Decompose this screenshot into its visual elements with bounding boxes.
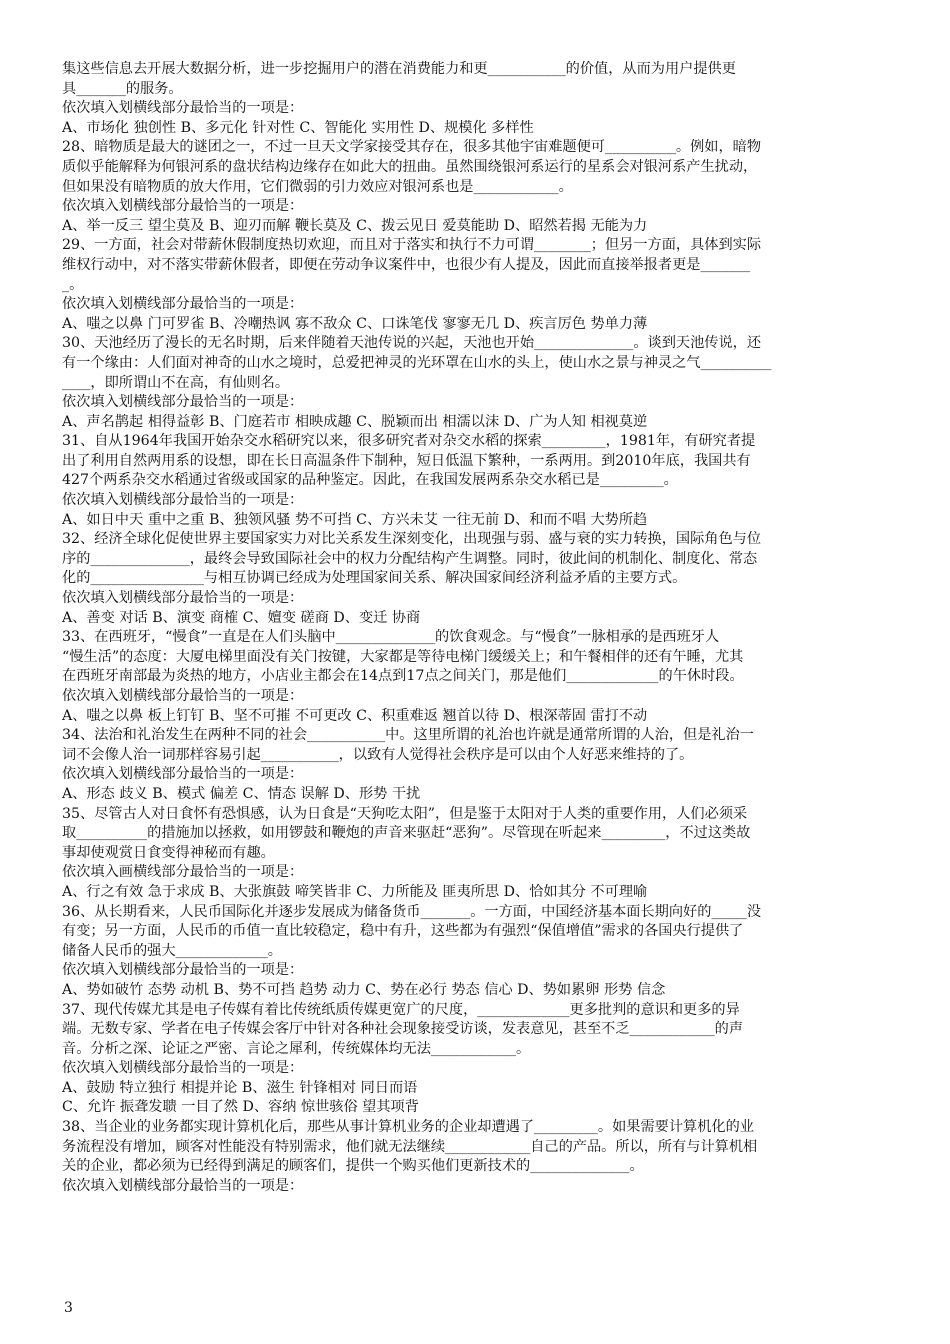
text-line: 维权行动中，对不落实带薪休假者，即便在劳动争议案件中，也很少有人提及，因此而直接举报者更是_______: [62, 256, 751, 273]
text-line: 有变；另一方面，人民币的币值一直比较稳定，稳中有升，这些都为有强烈“保值增值”需求的各国央行提供了: [62, 923, 744, 940]
text-line: A、嗤之以鼻 门可罗雀 B、冷嘲热讽 寡不敌众 C、口诛笔伐 寥寥无几 D、疾言厉色 势单力薄: [62, 315, 648, 332]
text-line: 依次填入划横线部分最恰当的一项是：: [62, 1177, 304, 1194]
text-line: 关的企业，都必须为已经得到满足的顾客们，提供一个购买他们更新技术的______________。: [62, 1158, 644, 1175]
text-line: 务流程没有增加，顾客对性能没有特别需求，他们就无法继续____________自己的产品。所以，所有与计算机相: [62, 1138, 758, 1155]
text-line: 依次填入划横线部分最恰当的一项是：: [62, 492, 304, 509]
text-line: 储备人民币的强大_____________。: [62, 942, 282, 959]
text-line: 37、现代传媒尤其是电子传媒有着比传统纸质传媒更宽广的尺度，_____________更多批判的意识和更多的异: [62, 1001, 740, 1018]
text-line: 31、自从1964年我国开始杂交水稻研究以来，很多研究者对杂交水稻的探索_________，1981年，有研究者提: [62, 433, 756, 450]
text-line: A、市场化 独创性 B、多元化 针对性 C、智能化 实用性 D、规模化 多样性: [62, 119, 534, 136]
text-line: 具_______的服务。: [62, 80, 183, 97]
text-line: 序的______________，最终会导致国际社会中的权力分配结构产生调整。同时，彼此间的机制化、制度化、常态: [62, 550, 758, 567]
text-line: 依次填入划横线部分最恰当的一项是：: [62, 1060, 304, 1077]
text-line: 29、一方面，社会对带薪休假制度热切欢迎，而且对于落实和执行不力可谓________；但另一方面，具体到实际: [62, 237, 762, 254]
text-line: 427个两系杂交水稻通过省级或国家的品种鉴定。因此，在我国发展两系杂交水稻已是_________。: [62, 472, 678, 489]
text-line: 依次填入划横线部分最恰当的一项是：: [62, 688, 304, 704]
text-line: 依次填入划横线部分最恰当的一项是：: [62, 590, 304, 607]
text-line: 32、经济全球化促使世界主要国家实力对比关系发生深刻变化，出现强与弱、盛与衰的实力转换，国际角色与位: [62, 531, 762, 548]
text-line: 35、尽管古人对日食怀有恐惧感，认为日食是“天狗吃太阳”，但是鉴于太阳对于人类的重要作用，人们必须采: [62, 805, 748, 822]
text-line: 取__________的措施加以拯救，如用锣鼓和鞭炮的声音来驱赶“恶狗”。尽管现在听起来_________，不过这类故: [62, 825, 751, 842]
text-line: 化的________________与相互协调已经成为处理国家间关系、解决国家间经济利益矛盾的主要方式。: [62, 570, 687, 587]
text-line: A、善变 对话 B、演变 商榷 C、嬗变 磋商 D、变迁 协商: [62, 609, 421, 626]
text-line: 出了利用自然两用系的设想，即在长日高温条件下制种，短日低温下繁种，一系两用。到2010年底，我国共有: [62, 452, 751, 469]
text-line: A、势如破竹 态势 动机 B、势不可挡 趋势 动力 C、势在必行 势态 信心 D、势如累卵 形势 信念: [62, 981, 666, 998]
text-line: ____，即所谓山不在高，有仙则名。: [62, 374, 290, 391]
text-line: “慢生活”的态度：大厦电梯里面没有关门按键，大家都是等待电梯门缓缓关上；和午餐相伴的还有午睡，尤其: [62, 648, 744, 665]
text-line: 事却使观赏日食变得神秘而有趣。: [62, 844, 275, 861]
text-line: 有一个缘由：人们面对神奇的山水之境时，总爱把神灵的光环罩在山水的头上，使山水之景与神灵之气__________: [62, 354, 772, 371]
text-line: A、行之有效 急于求成 B、大张旗鼓 啼笑皆非 C、力所能及 匪夷所思 D、恰如其分 不可理喻: [62, 883, 648, 900]
document-body: [62, 60, 902, 1196]
text-line: 依次填入划横线部分最恰当的一项是：: [62, 394, 304, 411]
text-line: 依次填入画横线部分最恰当的一项是：: [62, 864, 304, 881]
text-line: 在西班牙南部最为炎热的地方，小店业主都会在14点到17点之间关门，那是他们_____________的午休时段。: [62, 668, 744, 685]
text-line: 38、当企业的业务都实现计算机化后，那些从事计算机业务的企业却遭遇了_________。如果需要计算机化的业: [62, 1119, 754, 1136]
text-line: 质似乎能解释为何银河系的盘状结构边缘存在如此大的扭曲。虽然围绕银河系运行的星系会对银河系产生扰动，: [62, 158, 758, 175]
text-line: 端。无数专家、学者在电子传媒会客厅中针对各种社会现象接受访谈，发表意见，甚至不乏____________的声: [62, 1021, 744, 1038]
text-line: 30、天池经历了漫长的无名时期，后来伴随着天池传说的兴起，天池也开始______________。谈到天池传说，还: [62, 335, 762, 352]
page-number: 3: [64, 1300, 73, 1316]
text-line: C、允许 振聋发聩 一目了然 D、容纳 惊世骇俗 望其项背: [62, 1099, 419, 1116]
text-line: A、嗤之以鼻 板上钉钉 B、坚不可摧 不可更改 C、积重难返 翘首以待 D、根深蒂固 雷打不动: [62, 707, 648, 724]
text-line: 34、法治和礼治发生在两种不同的社会___________中。这里所谓的礼治也许就是通常所谓的人治，但是礼治一: [62, 727, 754, 744]
text-line: A、举一反三 望尘莫及 B、迎刃而解 鞭长莫及 C、拨云见日 爱莫能助 D、昭然若揭 无能为力: [62, 217, 648, 234]
text-line: 但如果没有暗物质的放大作用，它们微弱的引力效应对银河系也是____________。: [62, 178, 573, 195]
text-line: 词不会像人治一词那样容易引起___________，以致有人觉得社会秩序是可以由个人好恶来维持的了。: [62, 746, 694, 763]
text-line: 依次填入划横线部分最恰当的一项是：: [62, 962, 304, 979]
text-line: 依次填入划横线部分最恰当的一项是：: [62, 198, 304, 215]
text-line: 33、在西班牙，“慢食”一直是在人们头脑中______________的饮食观念。与“慢食”一脉相承的是西班牙人: [62, 629, 720, 646]
text-line: 依次填入划横线部分最恰当的一项是：: [62, 100, 304, 117]
text-line: A、声名鹊起 相得益彰 B、门庭若市 相映成趣 C、脱颖而出 相濡以沫 D、广为人知 相视莫逆: [62, 413, 648, 430]
text-line: 依次填入划横线部分最恰当的一项是：: [62, 766, 304, 783]
text-line: 28、暗物质是最大的谜团之一，不过一旦天文学家接受其存在，很多其他宇宙难题便可__________。例如，暗物: [62, 139, 762, 156]
text-line: 音。分析之深、论证之严密、言论之犀利，传统媒体均无法____________。: [62, 1040, 531, 1057]
text-line: 集这些信息去开展大数据分析，进一步挖掘用户的潜在消费能力和更___________的价值，从而为用户提供更: [62, 61, 736, 77]
text-line: A、如日中天 重中之重 B、独领风骚 势不可挡 C、方兴未艾 一往无前 D、和而不唱 大势所趋: [62, 511, 648, 528]
text-line: 36、从长期看来，人民币国际化并逐步发展成为储备货币_______。一方面，中国经济基本面长期向好的_____没: [62, 903, 762, 920]
text-line: A、形态 歧义 B、模式 偏差 C、情态 误解 D、形势 干扰: [62, 785, 421, 802]
text-line: _。: [62, 276, 84, 293]
text-line: 依次填入划横线部分最恰当的一项是：: [62, 296, 304, 313]
text-line: A、鼓励 特立独行 相提并论 B、滋生 针锋相对 同日而语: [62, 1079, 418, 1096]
